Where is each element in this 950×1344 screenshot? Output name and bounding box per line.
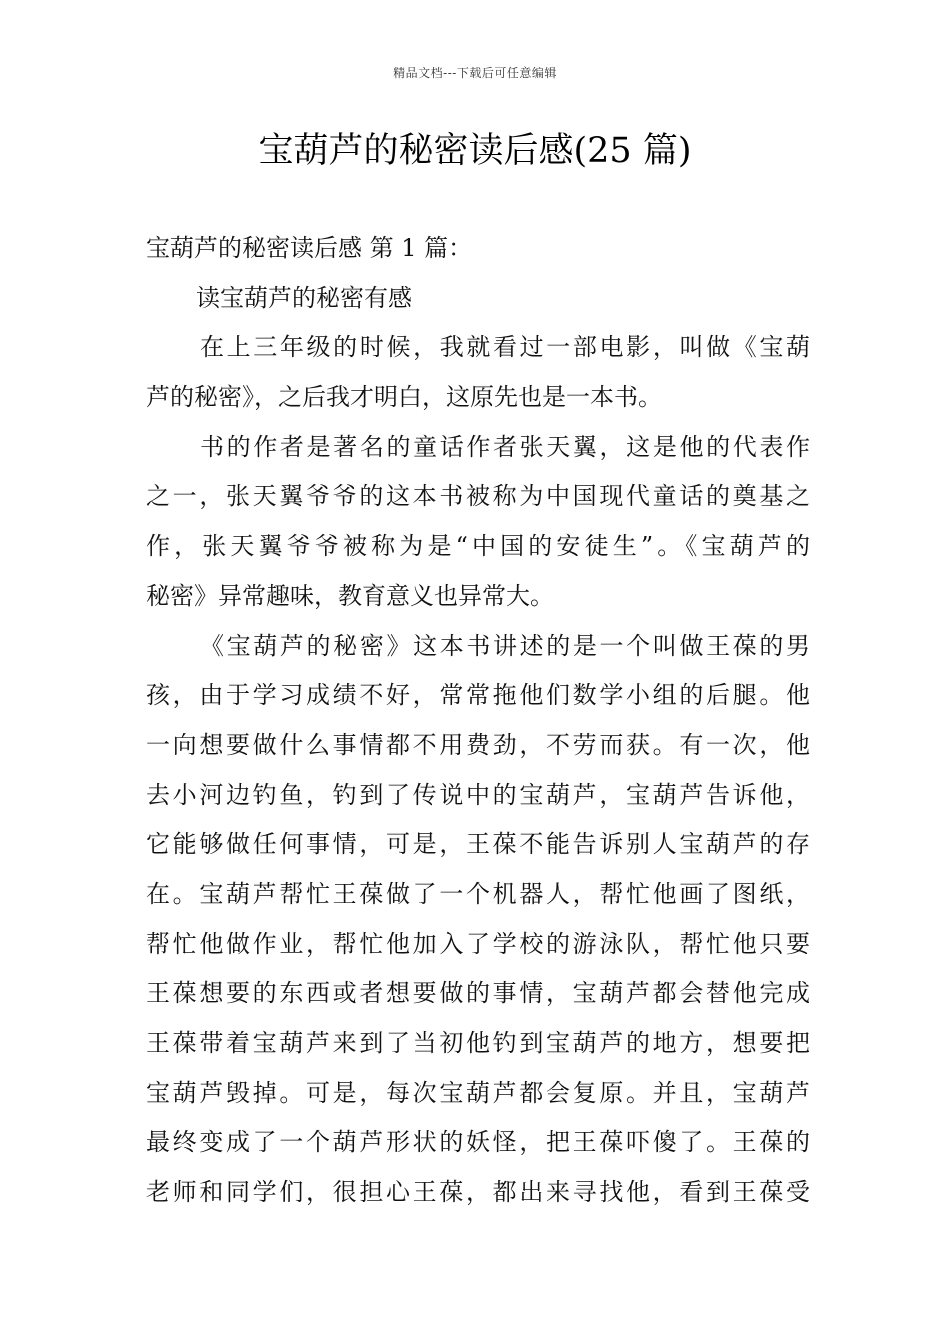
article-subtitle: 读宝葫芦的秘密有感: [196, 283, 412, 312]
paragraph-line: 帮忙他做作业，帮忙他加入了学校的游泳队，帮忙他只要: [146, 929, 810, 958]
paragraph-line: 《宝葫芦的秘密》这本书讲述的是一个叫做王葆的男: [200, 631, 810, 660]
paragraph-line: 一向想要做什么事情都不用费劲，不劳而获。有一次，他: [146, 730, 810, 759]
paragraph-line: 在。宝葫芦帮忙王葆做了一个机器人，帮忙他画了图纸，: [146, 879, 810, 908]
header-note: 精品文档---下载后可任意编辑: [393, 66, 557, 80]
paragraph-line: 最终变成了一个葫芦形状的妖怪，把王葆吓傻了。王葆的: [146, 1128, 810, 1157]
paragraph-line: 秘密》异常趣味，教育意义也异常大。: [146, 581, 554, 610]
paragraph-line: 王葆想要的东西或者想要做的事情，宝葫芦都会替他完成: [146, 979, 810, 1008]
document-body: [146, 224, 810, 1218]
paragraph-line: 芦的秘密》，之后我才明白，这原先也是一本书。: [146, 383, 662, 412]
paragraph-line: 之一，张天翼爷爷的这本书被称为中国现代童话的奠基之: [146, 482, 810, 511]
paragraph-line: 书的作者是著名的童话作者张天翼，这是他的代表作: [200, 432, 810, 461]
paragraph-line: 在上三年级的时候，我就看过一部电影，叫做《宝葫: [200, 333, 810, 362]
paragraph-line: 老师和同学们，很担心王葆，都出来寻找他，看到王葆受: [146, 1178, 810, 1207]
paragraph-line: 王葆带着宝葫芦来到了当初他钓到宝葫芦的地方，想要把: [146, 1029, 810, 1057]
paragraph-line: 它能够做任何事情，可是，王葆不能告诉别人宝葫芦的存: [146, 830, 810, 859]
paragraph-line: 孩，由于学习成绩不好，常常拖他们数学小组的后腿。他: [146, 681, 810, 710]
paragraph-line: 作，张天翼爷爷被称为是“中国的安徒生”。《宝葫芦的: [146, 532, 810, 561]
paragraph-line: 去小河边钓鱼，钓到了传说中的宝葫芦，宝葫芦告诉他，: [146, 780, 810, 809]
document-title: 宝葫芦的秘密读后感(25 篇): [258, 131, 692, 171]
section-heading: 宝葫芦的秘密读后感 第 1 篇：: [146, 234, 473, 262]
paragraph-line: 宝葫芦毁掉。可是，每次宝葫芦都会复原。并且，宝葫芦: [146, 1078, 810, 1107]
